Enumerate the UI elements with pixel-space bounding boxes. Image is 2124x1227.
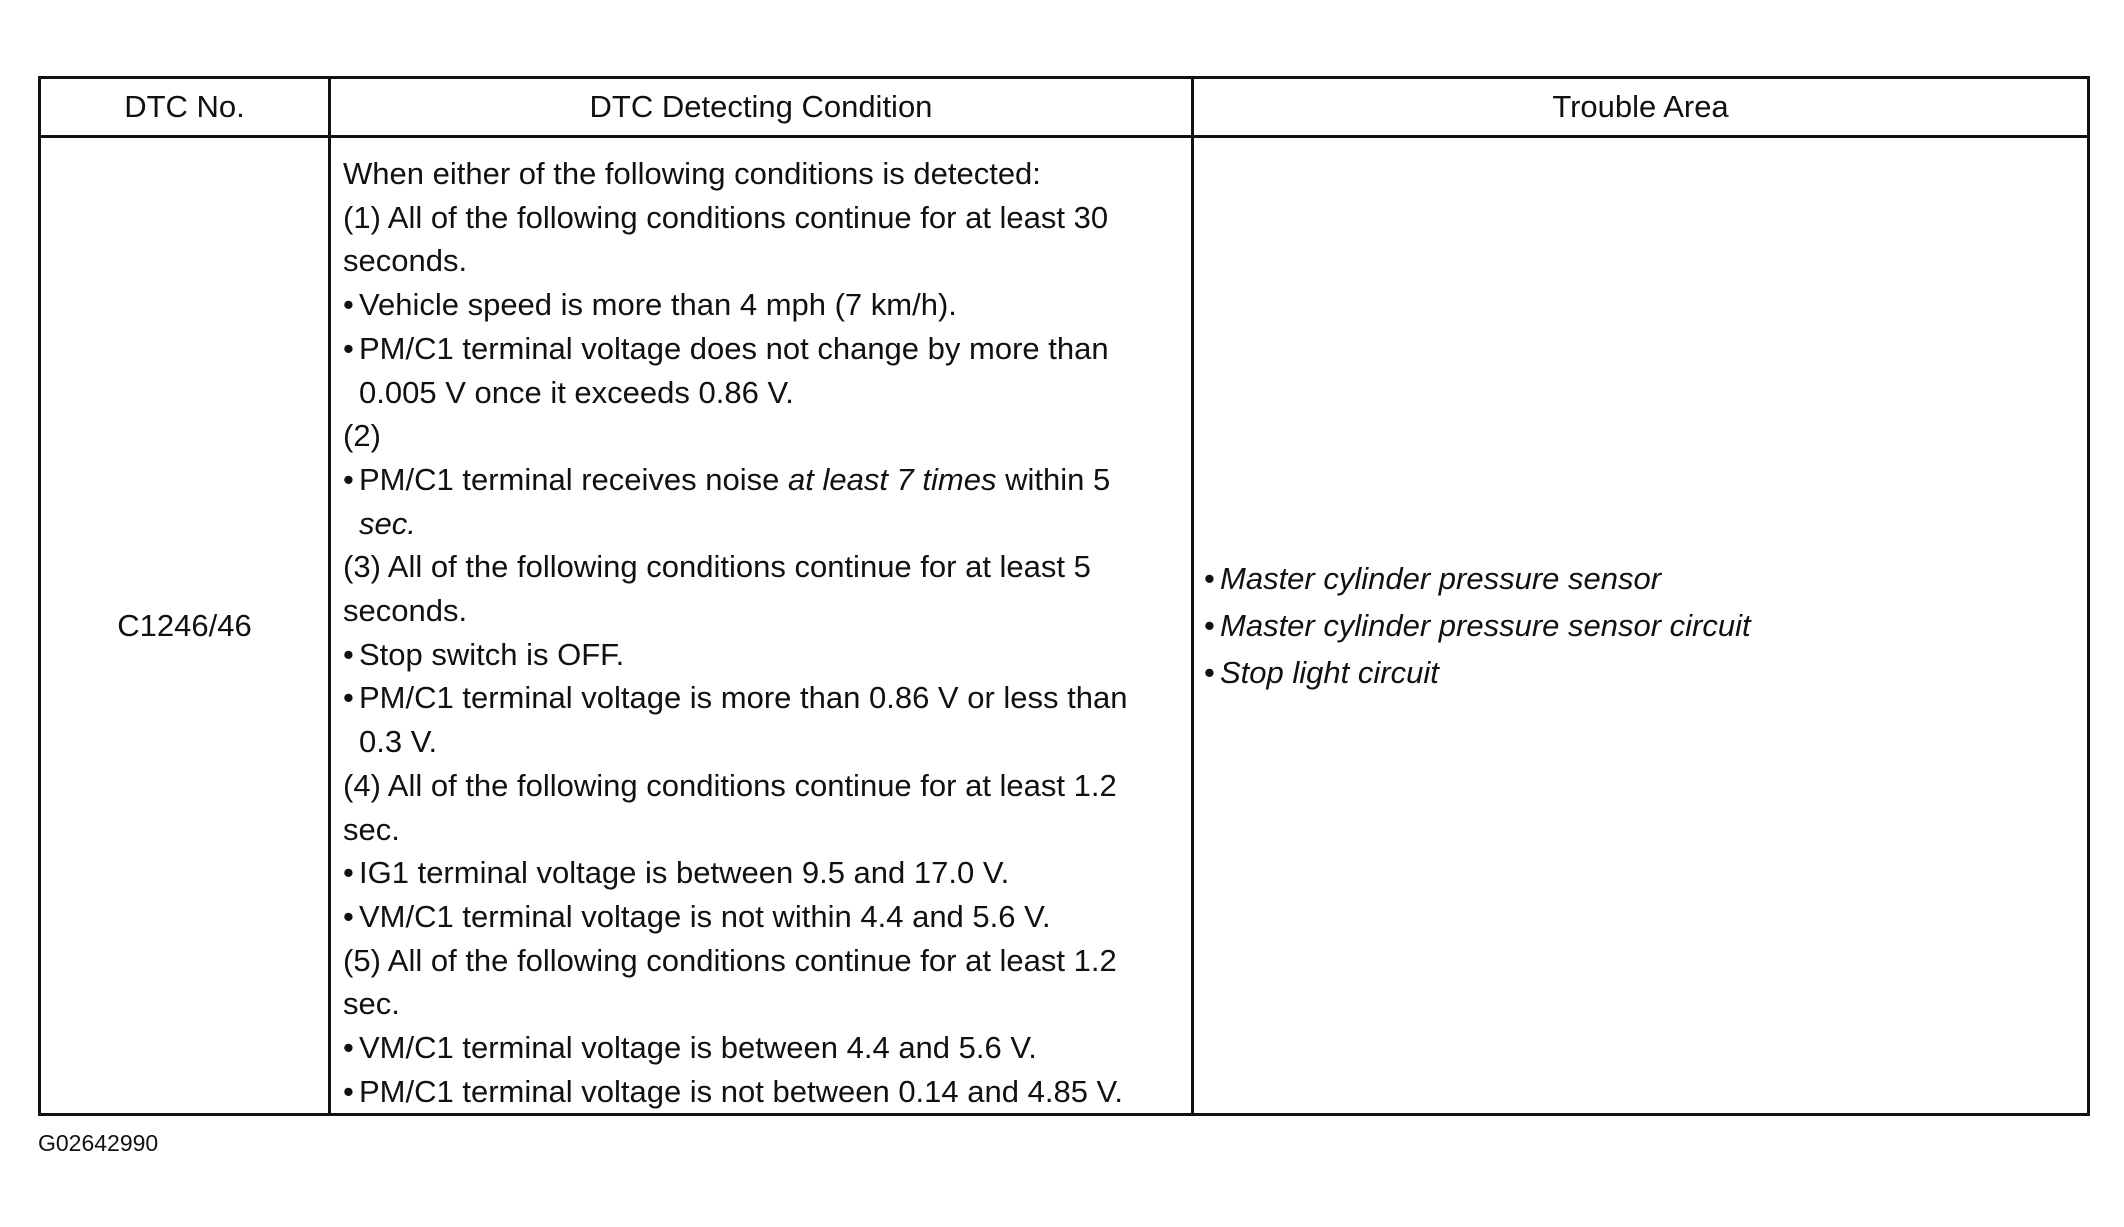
bullet-icon: • xyxy=(343,636,354,672)
dtc-table xyxy=(38,76,2090,1116)
condition-4-heading: (4) All of the following conditions continue for at least 1.2 xyxy=(343,767,1117,803)
bullet-icon: • xyxy=(1204,655,1215,691)
bullet-icon: • xyxy=(343,287,354,323)
bullet-icon: • xyxy=(1204,561,1215,597)
condition-2-heading: (2) xyxy=(343,418,381,454)
condition-bullet-cont: 0.005 V once it exceeds 0.86 V. xyxy=(359,374,794,410)
trouble-area-item: • Stop light circuit xyxy=(1204,649,2087,696)
bullet-icon: • xyxy=(343,1030,354,1066)
bullet-icon: • xyxy=(343,855,354,891)
condition-bullet: • Stop switch is OFF. xyxy=(343,633,1181,677)
figure-code: G02642990 xyxy=(38,1130,159,1156)
dtc-number-cell: C1246/46 xyxy=(40,137,330,1115)
header-trouble-area: Trouble Area xyxy=(1193,78,2089,137)
table-row xyxy=(40,137,2089,1115)
bullet-icon: • xyxy=(343,898,354,934)
condition-bullet-cont: 0.3 V. xyxy=(359,724,438,760)
bullet-icon: • xyxy=(343,680,354,716)
condition-3-heading-cont: seconds. xyxy=(343,593,468,629)
trouble-area-item: • Master cylinder pressure sensor circuit xyxy=(1204,602,2087,649)
condition-5-heading: (5) All of the following conditions continue for at least 1.2 xyxy=(343,942,1117,978)
condition-4-heading-cont: sec. xyxy=(343,811,400,847)
condition-bullet: • IG1 terminal voltage is between 9.5 and 17.0 V. xyxy=(343,851,1181,895)
bullet-icon: • xyxy=(343,330,354,366)
condition-bullet: • PM/C1 terminal voltage is more than 0.86 V or less than xyxy=(343,676,1181,720)
bullet-icon: • xyxy=(343,1073,354,1109)
condition-3-heading: (3) All of the following conditions continue for at least 5 xyxy=(343,549,1091,585)
detecting-condition-cell xyxy=(330,137,1193,1115)
bullet-icon: • xyxy=(343,461,354,497)
condition-bullet: • Vehicle speed is more than 4 mph (7 km/h). xyxy=(343,283,1181,327)
condition-bullet: • PM/C1 terminal voltage is not between 0.14 and 4.85 V. xyxy=(343,1070,1181,1114)
condition-bullet: • PM/C1 terminal voltage does not change by more than xyxy=(343,327,1181,371)
trouble-area-item: • Master cylinder pressure sensor xyxy=(1204,555,2087,602)
condition-bullet: • VM/C1 terminal voltage is between 4.4 and 5.6 V. xyxy=(343,1026,1181,1070)
condition-5-heading-cont: sec. xyxy=(343,986,400,1022)
header-detecting-condition: DTC Detecting Condition xyxy=(330,78,1193,137)
condition-1-heading-cont: seconds. xyxy=(343,243,468,279)
bullet-icon: • xyxy=(1204,608,1215,644)
condition-1-heading: (1) All of the following conditions continue for at least 30 xyxy=(343,199,1109,235)
condition-intro: When either of the following conditions is detected: xyxy=(343,156,1041,191)
table-header-row xyxy=(40,78,2089,137)
condition-bullet: • PM/C1 terminal receives noise at least 7 times within 5 xyxy=(343,458,1181,502)
condition-bullet: • VM/C1 terminal voltage is not within 4.4 and 5.6 V. xyxy=(343,895,1181,939)
trouble-area-cell xyxy=(1193,137,2089,1115)
condition-bullet-cont: sec. xyxy=(359,505,416,541)
header-dtc-no: DTC No. xyxy=(40,78,330,137)
